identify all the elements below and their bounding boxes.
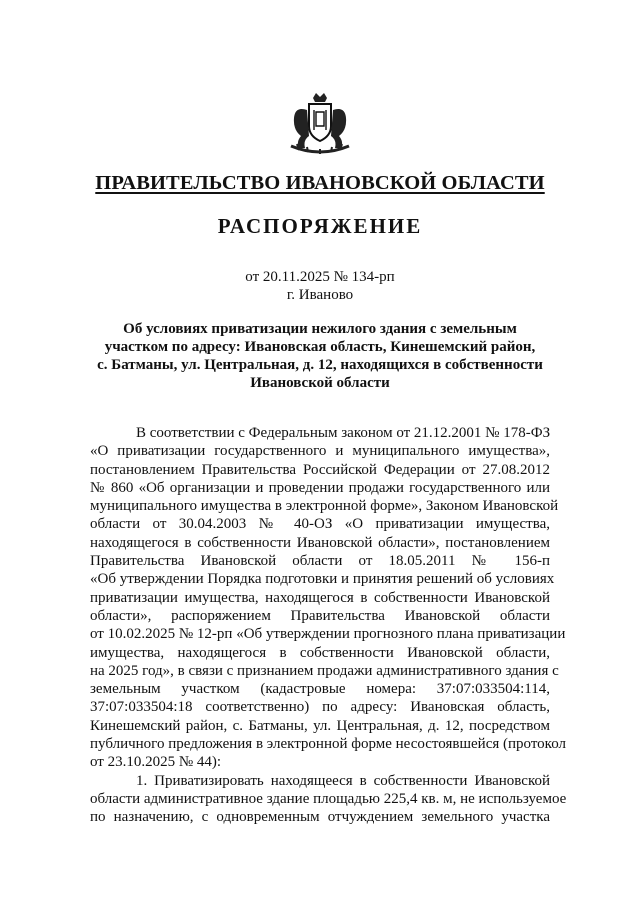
body-line: Кинешемский район, с. Батманы, ул. Центральная, д. 12, посредством [90,717,550,734]
body-line: № 860 «Об организации и проведении продажи государственного или [90,479,550,496]
title-line: участком по адресу: Ивановская область, Кинешемский район, [104,339,536,355]
date-block [0,268,640,304]
body-line: публичного предложения в электронной форме несостоявшейся (протокол [90,736,566,753]
body-line: приватизации имущества, находящегося в собственности Ивановской [90,589,550,606]
date-number: от 20.11.2025 № 134-рп [245,269,395,285]
city: г. Иваново [286,287,354,303]
body-line: на 2025 год», в связи с признанием продажи административного здания с [90,662,559,679]
body-line: от 23.10.2025 № 44): [90,754,222,771]
body-line: области административное здание площадью 225,4 кв. м, не используемое [90,790,567,807]
body-line: 1. Приватизировать находящееся в собственности Ивановской [136,772,550,789]
body-line: земельным участком (кадастровые номера: 37:07:033504:114, [90,681,550,698]
body-line: от 10.02.2025 № 12-рп «Об утверждении прогнозного плана приватизации [90,626,566,643]
body-line: «О приватизации государственного и муниципального имущества», [90,443,550,460]
body-line: области», распоряжением Правительства Ивановской области [90,607,550,624]
document-body [90,424,567,827]
organization-title: ПРАВИТЕЛЬСТВО ИВАНОВСКОЙ ОБЛАСТИ [95,172,545,194]
body-line: 37:07:033504:18 соответственно) по адресу: Ивановская область, [90,699,550,716]
body-line: В соответствии с Федеральным законом от 21.12.2001 № 178-ФЗ [136,425,551,441]
coat-of-arms-icon [285,92,355,154]
document-title [90,320,550,392]
body-line: имущества, находящегося в собственности Ивановской области, [90,644,550,661]
title-line: Об условиях приватизации нежилого здания с земельным [123,321,517,337]
document-type: РАСПОРЯЖЕНИЕ [217,214,423,238]
body-line: области от 30.04.2003 № 40-ОЗ «О приватизации имущества, [90,516,550,533]
body-line: муниципального имущества в электронной форме», Законом Ивановской [90,498,559,515]
title-line: с. Батманы, ул. Центральная, д. 12, находящихся в собственности [97,357,543,373]
body-line: Правительства Ивановской области от 18.05.2011 № 156-п [90,553,550,570]
title-line: Ивановской области [250,375,390,391]
body-line: находящегося в собственности Ивановской области», постановлением [90,534,550,551]
body-line: постановлением Правительства Российской Федерации от 27.08.2012 [90,461,550,478]
body-line: «Об утверждении Порядка подготовки и принятия решений об условиях [90,571,555,588]
body-line: по назначению, с одновременным отчуждением земельного участка [90,809,550,826]
